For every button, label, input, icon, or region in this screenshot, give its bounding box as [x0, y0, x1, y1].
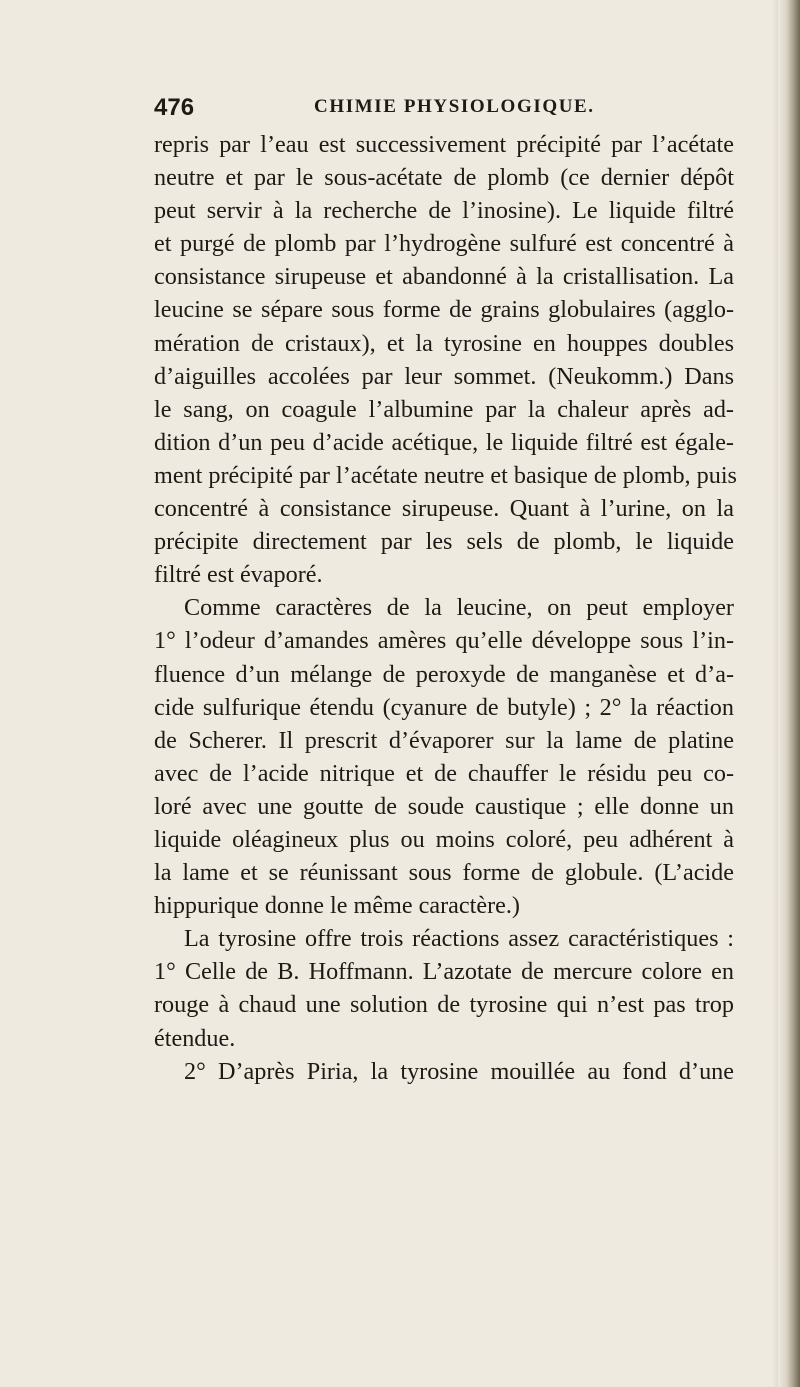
- text-line: liquide oléagineux plus ou moins coloré, peu adhérent à: [154, 825, 734, 853]
- page-number: 476: [154, 94, 195, 121]
- text-line: peut servir à la recherche de l’inosine). Le liquide filtré: [154, 197, 734, 225]
- text-line: étendue.: [154, 1024, 236, 1052]
- body-text: [154, 128, 737, 1088]
- text-line: 1° l’odeur d’amandes amères qu’elle développe sous l’in-: [154, 627, 734, 655]
- text-line: 2° D’après Piria, la tyrosine mouillée au fond d’une: [184, 1057, 734, 1085]
- text-line: précipite directement par les sels de plomb, le liquide: [154, 528, 734, 556]
- text-line: cide sulfurique étendu (cyanure de butyle) ; 2° la réaction: [154, 693, 734, 721]
- text-line: la lame et se réunissant sous forme de globule. (L’acide: [154, 859, 734, 887]
- page-edge: [778, 0, 800, 1387]
- text-line: de Scherer. Il prescrit d’évaporer sur la lame de platine: [154, 726, 734, 754]
- text-line: Comme caractères de la leucine, on peut employer: [184, 594, 734, 622]
- text-line: fluence d’un mélange de peroxyde de manganèse et d’a-: [154, 660, 734, 688]
- text-line: 1° Celle de B. Hoffmann. L’azotate de mercure colore en: [154, 958, 734, 986]
- text-line: dition d’un peu d’acide acétique, le liquide filtré est égale-: [154, 428, 734, 456]
- text-line: avec de l’acide nitrique et de chauffer le résidu peu co-: [154, 759, 734, 787]
- text-line: le sang, on coagule l’albumine par la chaleur après ad-: [154, 395, 734, 423]
- text-line: repris par l’eau est successivement précipité par l’acétate: [154, 131, 734, 158]
- text-line: La tyrosine offre trois réactions assez caractéristiques :: [184, 925, 734, 953]
- text-line: concentré à consistance sirupeuse. Quant à l’urine, on la: [154, 495, 734, 523]
- text-line: rouge à chaud une solution de tyrosine qui n’est pas trop: [154, 991, 734, 1019]
- text-line: et purgé de plomb par l’hydrogène sulfuré est concentré à: [154, 230, 734, 258]
- text-line: ment précipité par l’acétate neutre et basique de plomb, puis: [154, 461, 737, 489]
- text-line: leucine se sépare sous forme de grains globulaires (agglo-: [154, 296, 734, 324]
- text-line: consistance sirupeuse et abandonné à la cristallisation. La: [154, 263, 734, 291]
- text-line: mération de cristaux), et la tyrosine en houppes doubles: [154, 329, 734, 357]
- text-line: d’aiguilles accolées par leur sommet. (Neukomm.) Dans: [154, 362, 734, 390]
- running-head: [154, 86, 774, 122]
- text-line: neutre et par le sous-acétate de plomb (ce dernier dépôt: [154, 164, 734, 192]
- text-line: hippurique donne le même caractère.): [154, 892, 520, 920]
- text-line: filtré est évaporé.: [154, 561, 323, 589]
- running-title: CHIMIE PHYSIOLOGIQUE.: [314, 96, 595, 117]
- text-line: loré avec une goutte de soude caustique ; elle donne un: [154, 792, 734, 820]
